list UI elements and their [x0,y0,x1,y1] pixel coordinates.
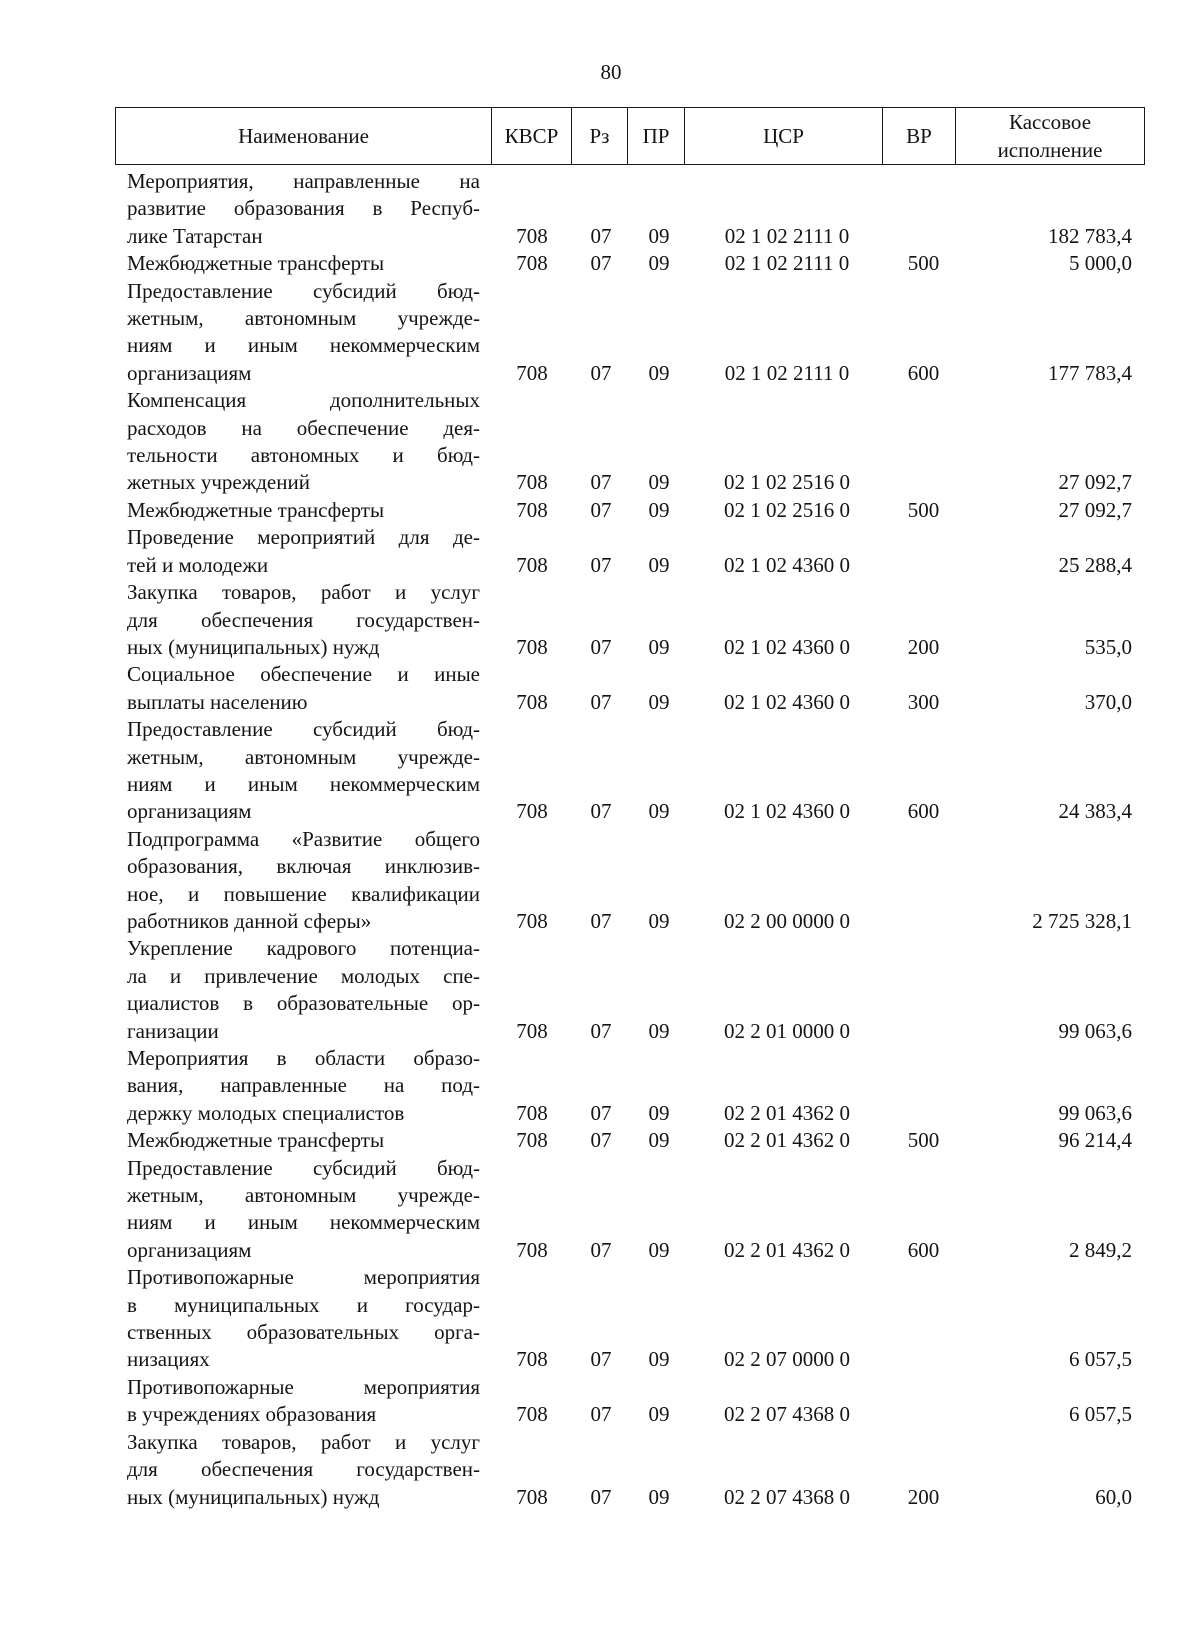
name-line: организациям [127,799,252,824]
cell-kassovoe-ispolnenie: 96 214,4 [1058,1128,1132,1153]
name-line: расходов на обеспечение дея- [127,415,480,440]
table-row [0,579,1200,661]
name-line: Предоставление субсидий бюд- [127,1155,480,1180]
cell-pr: 09 [648,470,670,495]
name-line: Предоставление субсидий бюд- [127,717,480,742]
name-line: для обеспечения государствен- [127,1457,480,1482]
cell-rz: 07 [590,497,612,522]
table-header [115,107,1145,165]
cell-rz: 07 [590,470,612,495]
cell-pr: 09 [648,1018,670,1043]
header-kass-line1: Кассовое [1008,110,1092,134]
cell-name [127,1374,480,1429]
cell-kvsr: 708 [516,799,548,824]
cell-kvsr: 708 [516,1484,548,1509]
cell-pr: 09 [648,634,670,659]
cell-pr: 09 [648,497,670,522]
cell-csr: 02 1 02 4360 0 [724,634,850,659]
table-row [0,1374,1200,1429]
cell-kvsr: 708 [516,470,548,495]
cell-name [127,497,480,524]
name-line: жетным, автономным учрежде- [127,744,480,769]
cell-kvsr: 708 [516,251,548,276]
name-line: тельности автономных и бюд- [127,443,480,468]
table-row [0,1429,1200,1511]
cell-pr: 09 [648,360,670,385]
name-line: ниям и иным некоммерческим [127,771,480,796]
cell-name [127,1155,480,1265]
name-line: жетных учреждений [127,470,310,495]
header-kassovoe-ispolnenie [956,108,1144,164]
name-line: Противопожарные мероприятия [127,1265,480,1290]
cell-kassovoe-ispolnenie: 370,0 [1084,689,1132,714]
cell-rz: 07 [590,799,612,824]
cell-rz: 07 [590,908,612,933]
name-line: ное, и повышение квалификации [127,881,480,906]
name-line: держку молодых специалистов [127,1100,405,1125]
cell-kvsr: 708 [516,552,548,577]
cell-rz: 07 [590,689,612,714]
cell-rz: 07 [590,1128,612,1153]
cell-rz: 07 [590,1347,612,1372]
cell-csr: 02 2 01 4362 0 [724,1237,850,1262]
name-line: ных (муниципальных) нужд [127,1484,380,1509]
table-row [0,661,1200,716]
cell-rz: 07 [590,1237,612,1262]
cell-kassovoe-ispolnenie: 535,0 [1084,634,1132,659]
header-kvsr: КВСР [492,108,572,164]
name-line: ниям и иным некоммерческим [127,333,480,358]
name-line: работников данной сферы» [127,908,372,933]
cell-kvsr: 708 [516,1237,548,1262]
cell-name [127,250,480,277]
cell-rz: 07 [590,360,612,385]
cell-kvsr: 708 [516,1100,548,1125]
cell-name [127,524,480,579]
cell-kassovoe-ispolnenie: 2 849,2 [1069,1237,1132,1262]
cell-csr: 02 1 02 2516 0 [724,470,850,495]
name-line: вания, направленные на под- [127,1073,480,1098]
cell-name [127,716,480,826]
table-row [0,716,1200,826]
cell-name [127,168,480,250]
name-line: Компенсация дополнительных [127,388,480,413]
cell-kvsr: 708 [516,908,548,933]
cell-kvsr: 708 [516,1347,548,1372]
cell-csr: 02 2 00 0000 0 [724,908,850,933]
cell-kassovoe-ispolnenie: 6 057,5 [1069,1347,1132,1372]
header-pr: ПР [628,108,685,164]
name-line: Мероприятия в области образо- [127,1046,480,1070]
cell-vr: 600 [907,799,940,824]
cell-kassovoe-ispolnenie: 177 783,4 [1048,360,1132,385]
header-name: Наименование [116,108,492,164]
header-rz: Рз [572,108,628,164]
cell-pr: 09 [648,799,670,824]
cell-vr: 500 [907,497,940,522]
cell-kassovoe-ispolnenie: 99 063,6 [1058,1018,1132,1043]
cell-csr: 02 1 02 4360 0 [724,689,850,714]
cell-kassovoe-ispolnenie: 24 383,4 [1058,799,1132,824]
cell-kassovoe-ispolnenie: 5 000,0 [1069,251,1132,276]
cell-kassovoe-ispolnenie: 182 783,4 [1048,223,1132,248]
name-line: Укрепление кадрового потенциа- [127,936,480,961]
cell-rz: 07 [590,634,612,659]
cell-pr: 09 [648,1128,670,1153]
header-kass-line2: исполнение [997,138,1103,162]
cell-kvsr: 708 [516,497,548,522]
name-line: Закупка товаров, работ и услуг [127,1429,480,1454]
cell-kvsr: 708 [516,223,548,248]
cell-pr: 09 [648,689,670,714]
cell-vr: 300 [907,689,940,714]
cell-kassovoe-ispolnenie: 27 092,7 [1058,470,1132,495]
cell-pr: 09 [648,552,670,577]
cell-kvsr: 708 [516,1128,548,1153]
cell-kassovoe-ispolnenie: 60,0 [1095,1484,1132,1509]
name-line: в учреждениях образования [127,1402,377,1427]
cell-vr: 200 [907,1484,940,1509]
cell-kvsr: 708 [516,1402,548,1427]
cell-csr: 02 2 07 4368 0 [724,1484,850,1509]
cell-pr: 09 [648,223,670,248]
cell-pr: 09 [648,1402,670,1427]
cell-csr: 02 2 01 0000 0 [724,1018,850,1043]
name-line: организациям [127,360,252,385]
name-line: ных (муниципальных) нужд [127,634,380,659]
name-line: Предоставление субсидий бюд- [127,278,480,303]
table-row [0,1127,1200,1154]
table-row [0,524,1200,579]
cell-vr: 600 [907,360,940,385]
cell-kassovoe-ispolnenie: 6 057,5 [1069,1402,1132,1427]
name-line: для обеспечения государствен- [127,607,480,632]
name-line: Межбюджетные трансферты [127,1128,385,1153]
table-row [0,278,1200,388]
cell-name [127,826,480,936]
cell-name [127,387,480,497]
name-line: тей и молодежи [127,552,269,577]
name-line: ниям и иным некоммерческим [127,1210,480,1235]
cell-kassovoe-ispolnenie: 25 288,4 [1058,552,1132,577]
name-line: образования, включая инклюзив- [127,854,480,879]
name-line: развитие образования в Респуб- [127,196,480,221]
table-row [0,1045,1200,1127]
cell-pr: 09 [648,1484,670,1509]
cell-vr: 500 [907,1128,940,1153]
table-row [0,1264,1200,1374]
name-line: ственных образовательных орга- [127,1320,480,1345]
cell-name [127,1045,480,1127]
cell-name [127,935,480,1045]
cell-name [127,661,480,716]
cell-csr: 02 1 02 2111 0 [724,223,850,248]
cell-pr: 09 [648,1237,670,1262]
cell-csr: 02 1 02 4360 0 [724,552,850,577]
cell-csr: 02 2 01 4362 0 [724,1100,850,1125]
cell-rz: 07 [590,1484,612,1509]
name-line: выплаты населению [127,689,308,714]
cell-rz: 07 [590,1018,612,1043]
cell-pr: 09 [648,251,670,276]
name-line: организациям [127,1237,252,1262]
name-line: лике Татарстан [127,223,263,248]
cell-name [127,1127,480,1154]
cell-vr: 200 [907,634,940,659]
name-line: ганизации [127,1018,219,1043]
cell-pr: 09 [648,1347,670,1372]
name-line: Межбюджетные трансферты [127,251,385,276]
cell-rz: 07 [590,1402,612,1427]
name-line: жетным, автономным учрежде- [127,306,480,331]
cell-kvsr: 708 [516,1018,548,1043]
cell-vr: 500 [907,251,940,276]
table-row [0,935,1200,1045]
cell-vr: 600 [907,1237,940,1262]
name-line: Мероприятия, направленные на [127,169,480,193]
page-number: 80 [600,60,622,84]
name-line: Социальное обеспечение и иные [127,662,480,687]
name-line: Проведение мероприятий для де- [127,525,480,550]
header-csr: ЦСР [685,108,883,164]
header-vr: ВР [883,108,956,164]
table-row [0,826,1200,936]
table-row [0,497,1200,524]
cell-csr: 02 1 02 2111 0 [724,251,850,276]
cell-kvsr: 708 [516,689,548,714]
table-row [0,387,1200,497]
cell-csr: 02 1 02 2111 0 [724,360,850,385]
cell-rz: 07 [590,1100,612,1125]
cell-name [127,1429,480,1511]
name-line: циалистов в образовательные ор- [127,991,480,1016]
cell-kassovoe-ispolnenie: 27 092,7 [1058,497,1132,522]
name-line: Межбюджетные трансферты [127,497,385,522]
cell-kassovoe-ispolnenie: 99 063,6 [1058,1100,1132,1125]
name-line: ла и привлечение молодых спе- [127,963,480,988]
cell-kassovoe-ispolnenie: 2 725 328,1 [1032,908,1132,933]
table-row [0,168,1200,250]
cell-rz: 07 [590,251,612,276]
cell-rz: 07 [590,552,612,577]
cell-csr: 02 2 07 4368 0 [724,1402,850,1427]
name-line: в муниципальных и государ- [127,1292,480,1317]
cell-rz: 07 [590,223,612,248]
cell-pr: 09 [648,908,670,933]
cell-kvsr: 708 [516,360,548,385]
name-line: Закупка товаров, работ и услуг [127,580,480,605]
cell-csr: 02 1 02 2516 0 [724,497,850,522]
cell-kvsr: 708 [516,634,548,659]
cell-csr: 02 2 07 0000 0 [724,1347,850,1372]
cell-name [127,579,480,661]
name-line: Подпрограмма «Развитие общего [127,826,480,851]
cell-csr: 02 2 01 4362 0 [724,1128,850,1153]
name-line: низациях [127,1347,210,1372]
name-line: жетным, автономным учрежде- [127,1183,480,1208]
cell-name [127,1264,480,1374]
table-row [0,250,1200,277]
cell-name [127,278,480,388]
table-body [0,168,1200,1511]
cell-pr: 09 [648,1100,670,1125]
name-line: Противопожарные мероприятия [127,1374,480,1399]
table-row [0,1155,1200,1265]
cell-csr: 02 1 02 4360 0 [724,799,850,824]
